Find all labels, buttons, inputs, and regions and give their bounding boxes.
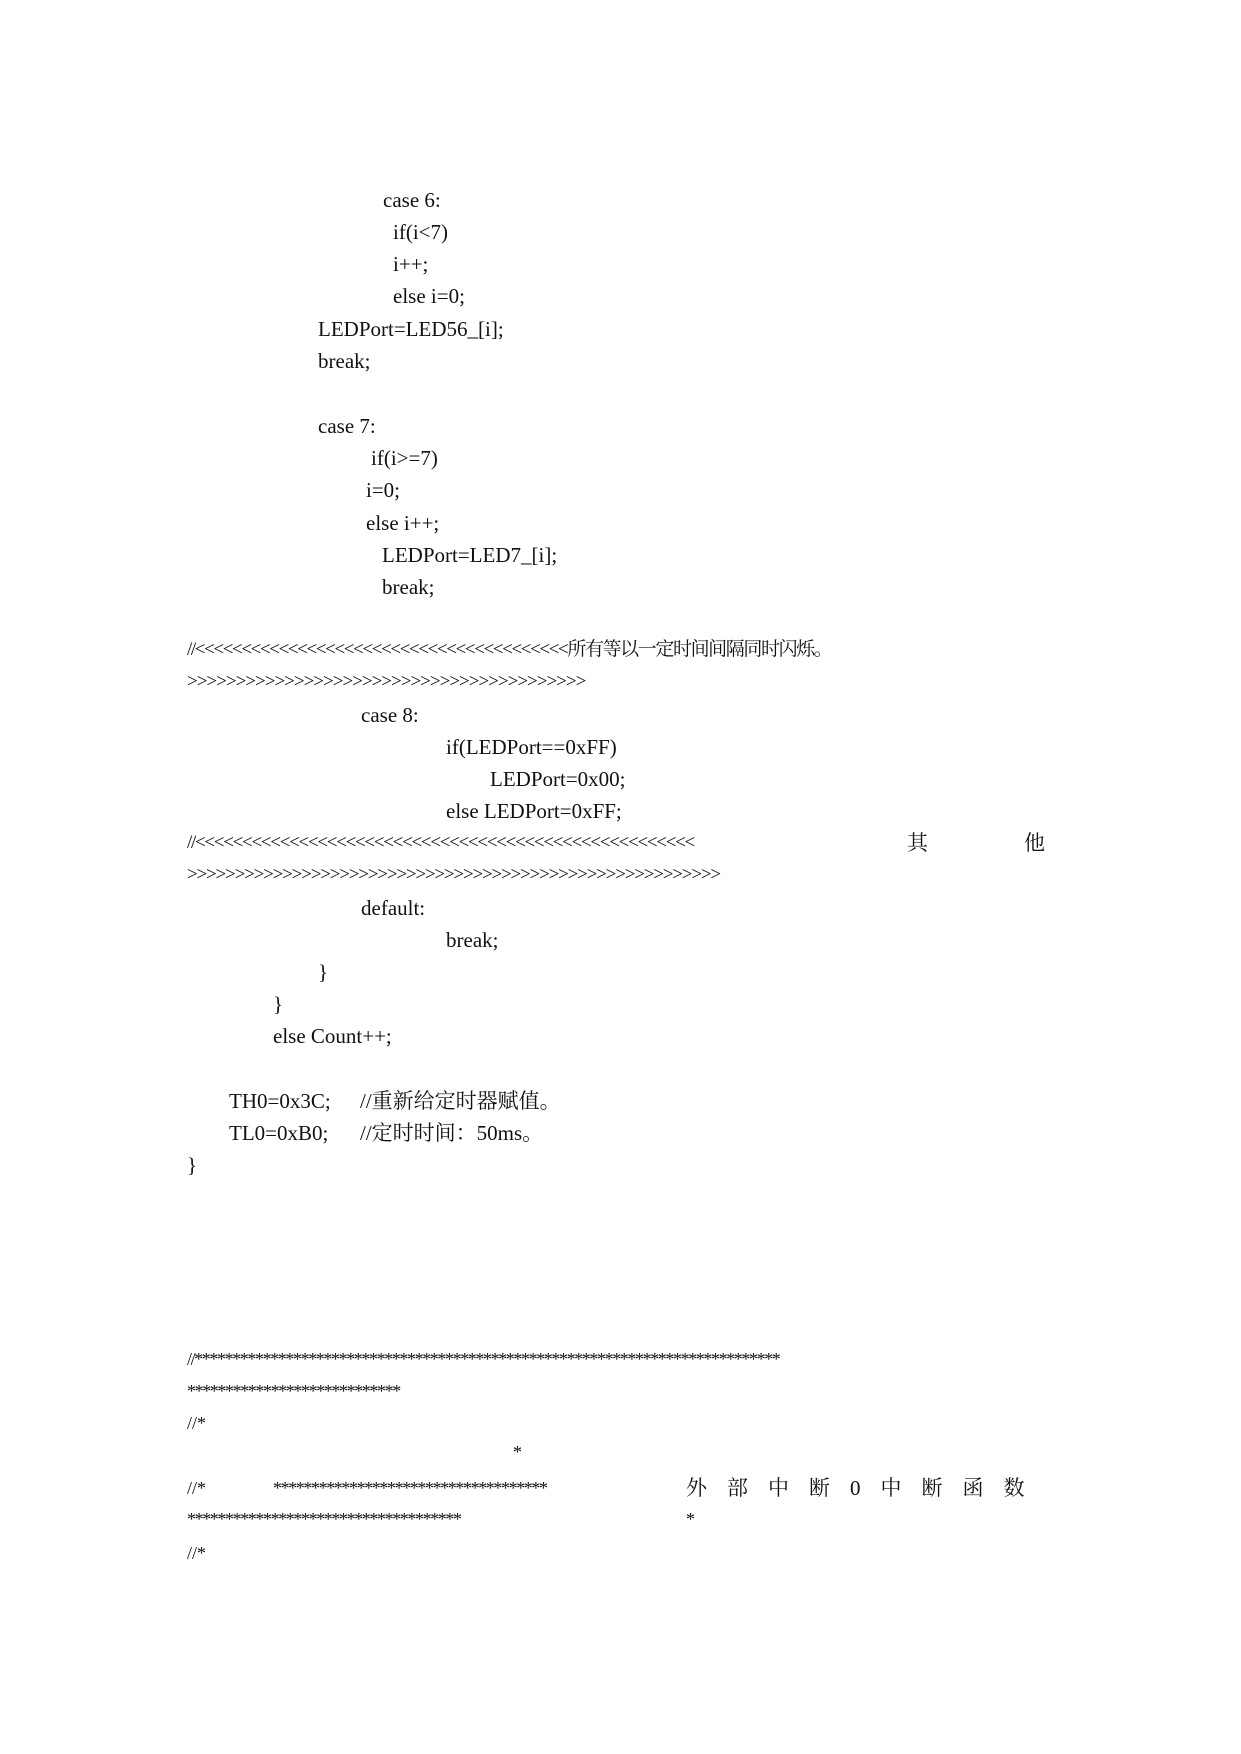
- code-line: TL0=0xB0;: [229, 1121, 329, 1145]
- comment-line: //*: [187, 1543, 207, 1563]
- comment-line: //重新给定时器赋值。: [360, 1089, 561, 1113]
- comment-line: //<<<<<<<<<<<<<<<<<<<<<<<<<<<<<<<<<<<<<<<<<<<<<<<<<<<<<: [187, 832, 694, 853]
- code-line: else i=0;: [393, 284, 465, 308]
- comment-line: *: [686, 1509, 695, 1529]
- code-line: else Count++;: [273, 1024, 392, 1048]
- code-line: case 8:: [361, 703, 419, 727]
- code-line: LEDPort=LED56_[i];: [318, 317, 504, 341]
- code-line: default:: [361, 896, 426, 920]
- comment-line: ************************************: [273, 1478, 547, 1498]
- code-line: else LEDPort=0xFF;: [446, 799, 622, 823]
- code-line: else i++;: [366, 511, 440, 535]
- code-line: break;: [382, 575, 435, 599]
- comment-word: 他: [1024, 831, 1045, 855]
- code-line: if(LEDPort==0xFF): [446, 735, 617, 759]
- code-line: if(i<7): [393, 220, 448, 244]
- comment-line: //*: [187, 1413, 207, 1433]
- comment-line: //*****************************************************************************: [187, 1349, 780, 1369]
- comment-line: ****************************: [187, 1381, 400, 1401]
- code-line: LEDPort=LED7_[i];: [382, 543, 558, 567]
- code-line: }: [318, 960, 329, 984]
- code-line: break;: [446, 928, 499, 952]
- comment-line: >>>>>>>>>>>>>>>>>>>>>>>>>>>>>>>>>>>>>>>>>: [187, 671, 586, 692]
- code-line: case 7:: [318, 414, 376, 438]
- code-line: i++;: [393, 252, 429, 276]
- comment-line: >>>>>>>>>>>>>>>>>>>>>>>>>>>>>>>>>>>>>>>>>>>>>>>>>>>>>>>>: [187, 864, 720, 885]
- code-line: LEDPort=0x00;: [490, 767, 626, 791]
- comment-line: *: [513, 1442, 522, 1462]
- code-line: if(i>=7): [371, 446, 438, 470]
- code-line: }: [273, 992, 284, 1016]
- comment-line: ************************************: [187, 1509, 461, 1529]
- code-line: }: [187, 1153, 198, 1177]
- comment-line: //*: [187, 1478, 207, 1498]
- comment-line: //<<<<<<<<<<<<<<<<<<<<<<<<<<<<<<<<<<<<<<<<所有等以一定时间间隔同时闪烁。: [187, 639, 832, 660]
- comment-title: 外部中断0中断函数: [686, 1476, 1045, 1500]
- comment-word: 其: [907, 831, 928, 855]
- code-line: TH0=0x3C;: [229, 1089, 331, 1113]
- code-line: i=0;: [366, 478, 401, 502]
- code-line: case 6:: [383, 188, 441, 212]
- comment-line: //定时时间：50ms。: [360, 1121, 544, 1145]
- code-line: break;: [318, 349, 371, 373]
